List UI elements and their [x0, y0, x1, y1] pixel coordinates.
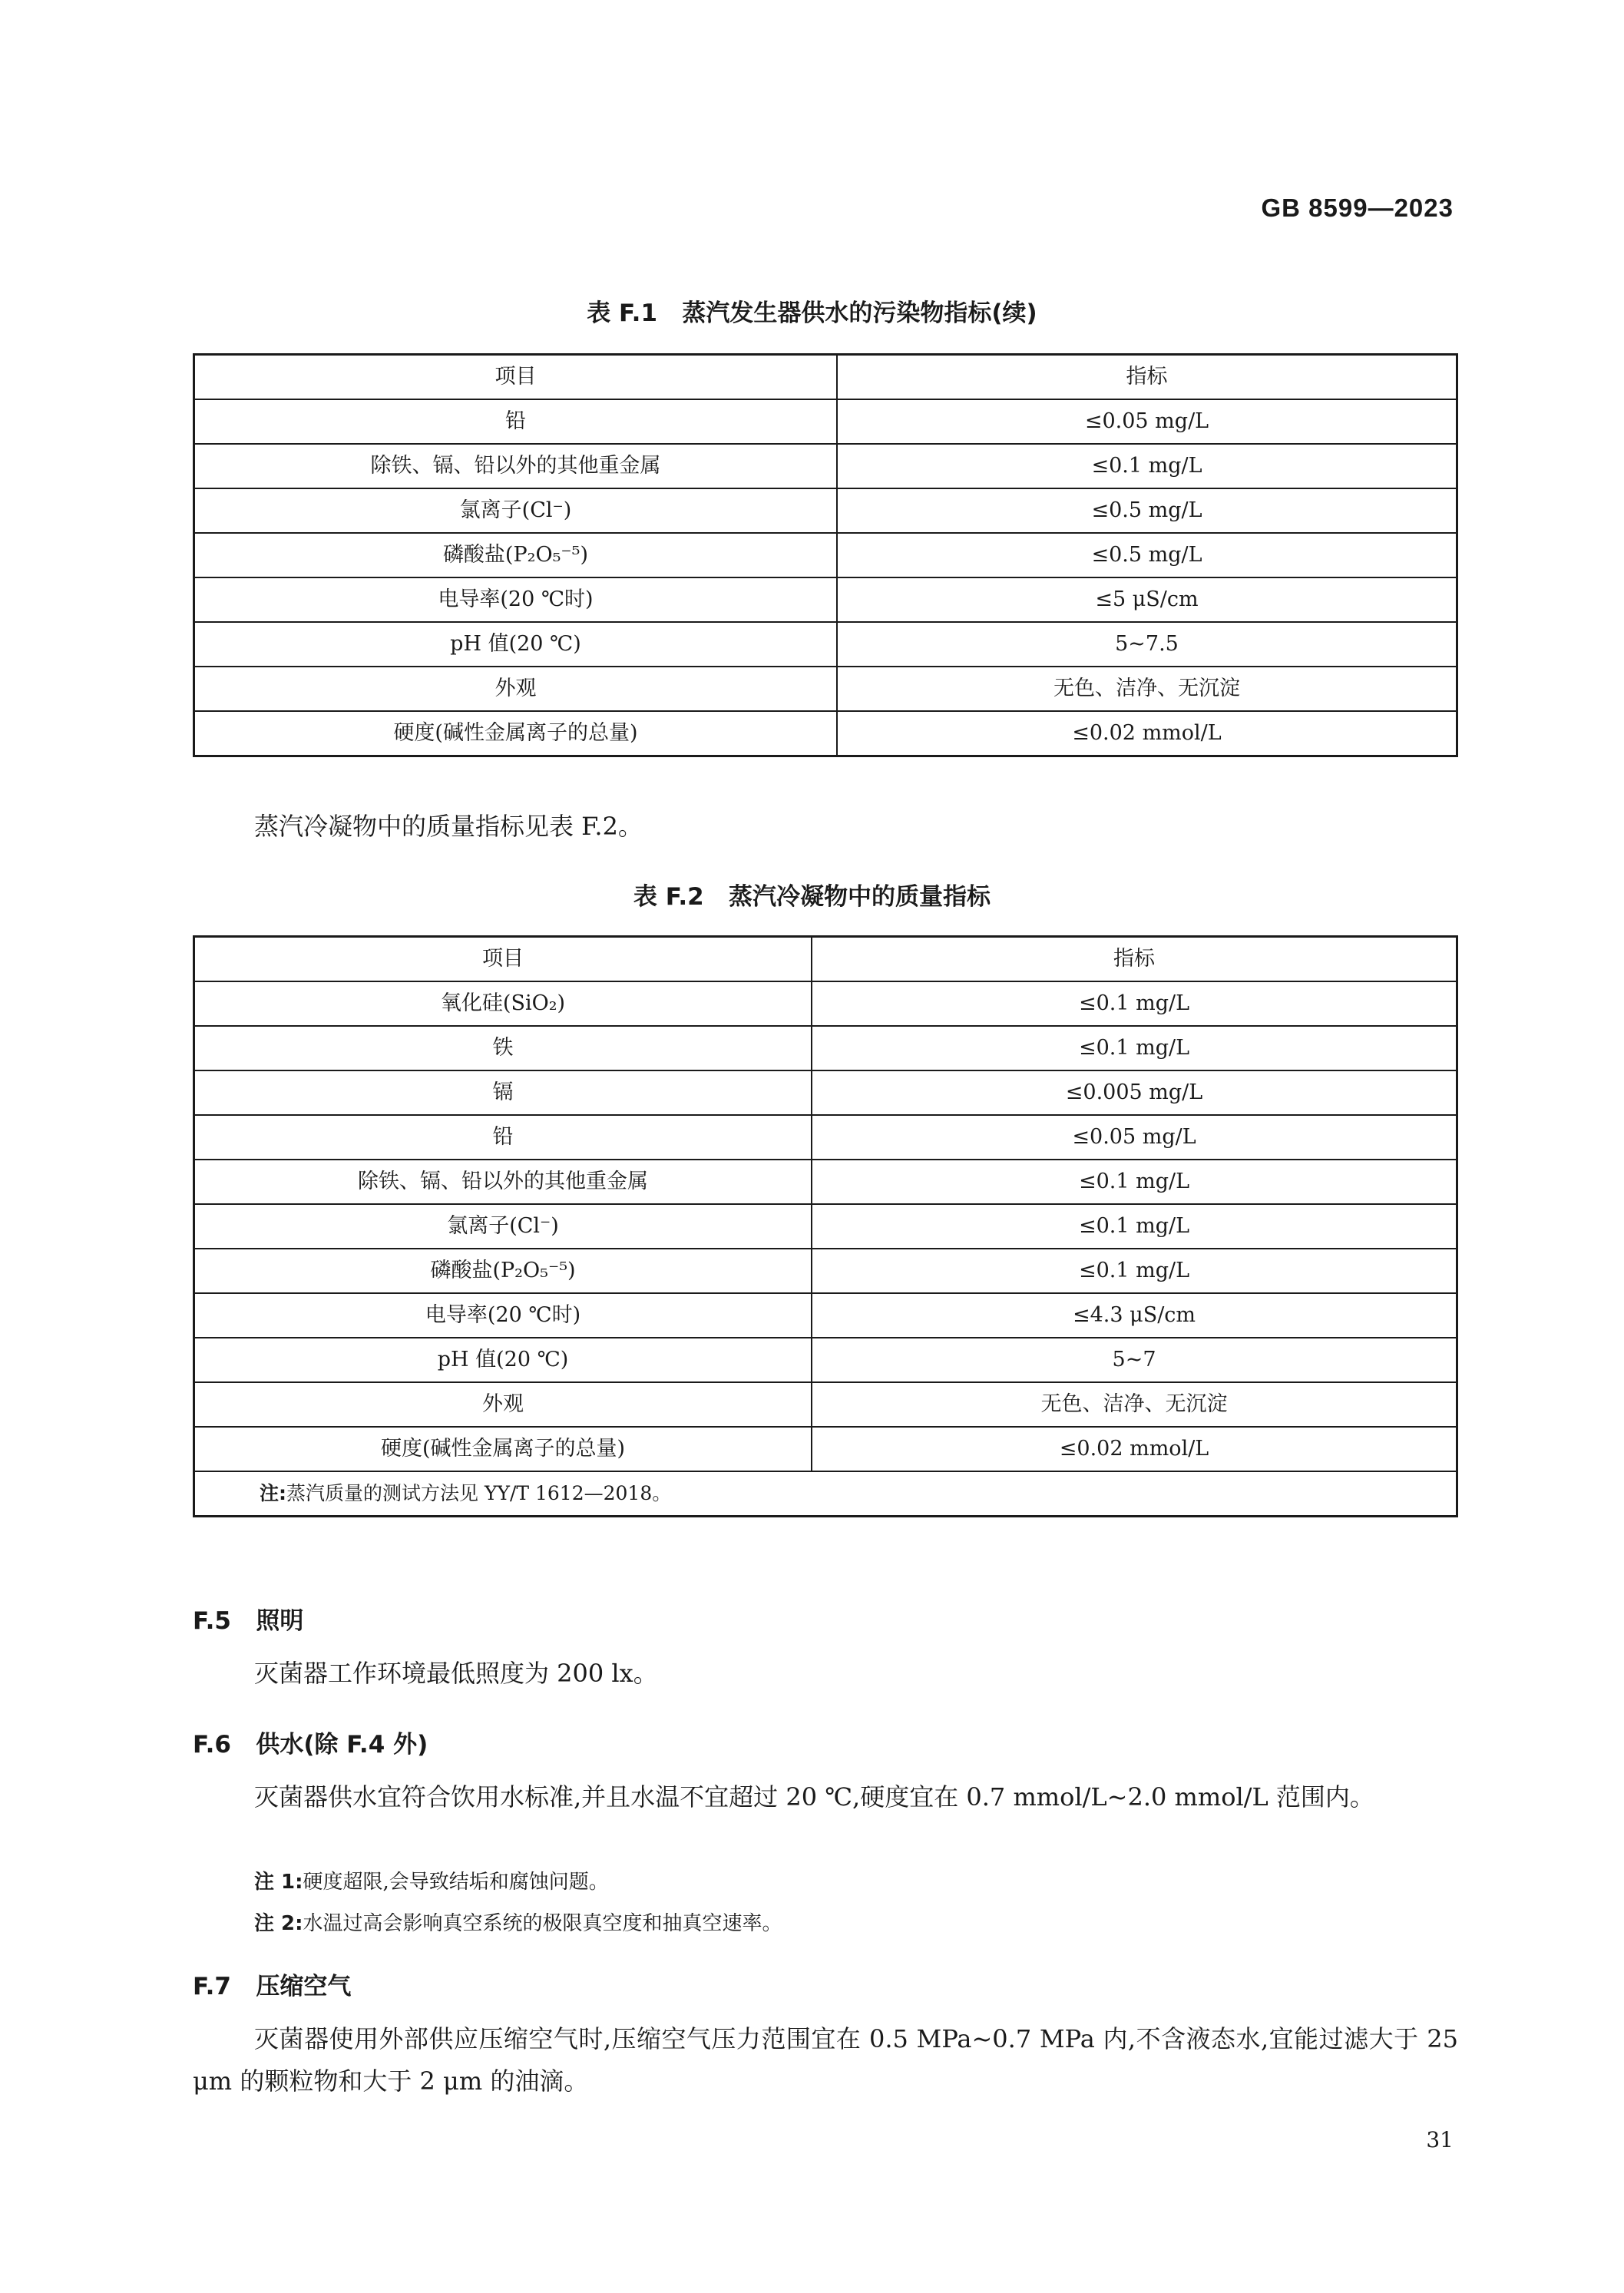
row-item: 电导率(20 ℃时)	[194, 1293, 812, 1338]
row-value: ≤0.1 mg/L	[837, 444, 1457, 488]
row-value: 无色、洁净、无沉淀	[812, 1382, 1457, 1427]
table-row	[194, 1115, 1457, 1160]
table-row	[194, 622, 1457, 667]
intro-paragraph: 蒸汽冷凝物中的质量指标见表 F.2。	[254, 812, 643, 841]
row-item: 镉	[194, 1070, 812, 1115]
table-row	[194, 577, 1457, 622]
table-note-text: 蒸汽质量的测试方法见 YY/T 1612—2018。	[286, 1482, 672, 1505]
row-value: ≤4.3 μS/cm	[812, 1293, 1457, 1338]
table-f2-title: 表 F.2 蒸汽冷凝物中的质量指标	[633, 883, 991, 911]
table-row	[194, 1160, 1457, 1204]
table-row	[194, 533, 1457, 577]
row-value: ≤5 μS/cm	[837, 577, 1457, 622]
row-value: ≤0.02 mmol/L	[812, 1427, 1457, 1471]
table-note-row	[194, 1471, 1457, 1517]
table-note-label: 注:	[260, 1482, 286, 1505]
row-value: ≤0.05 mg/L	[812, 1115, 1457, 1160]
standard-code: GB 8599—2023	[1261, 194, 1454, 222]
column-header-item: 项目	[194, 355, 837, 400]
table-row	[194, 1427, 1457, 1471]
table-row	[194, 399, 1457, 444]
table-row	[194, 1338, 1457, 1382]
row-item: 外观	[194, 1382, 812, 1427]
column-header-item: 项目	[194, 937, 812, 982]
row-item: 电导率(20 ℃时)	[194, 577, 837, 622]
section-f6-note-1	[254, 1866, 609, 1894]
row-item: 铅	[194, 399, 837, 444]
table-row	[194, 444, 1457, 488]
row-value: ≤0.1 mg/L	[812, 981, 1457, 1026]
row-value: ≤0.02 mmol/L	[837, 711, 1457, 756]
row-item: pH 值(20 ℃)	[194, 622, 837, 667]
row-value: ≤0.05 mg/L	[837, 399, 1457, 444]
section-f6-text: 灭菌器供水宜符合饮用水标准,并且水温不宜超过 20 ℃,硬度宜在 0.7 mmol/L~2.0 mmol/L 范围内。	[254, 1782, 1374, 1812]
row-item: 铁	[194, 1026, 812, 1070]
row-item: pH 值(20 ℃)	[194, 1338, 812, 1382]
section-heading-f7: F.7 压缩空气	[193, 1973, 352, 2000]
table-row	[194, 1026, 1457, 1070]
note-label: 注 2:	[254, 1912, 303, 1935]
table-row	[194, 1249, 1457, 1293]
row-item: 硬度(碱性金属离子的总量)	[194, 711, 837, 756]
row-value: 5~7	[812, 1338, 1457, 1382]
table-f1-title: 表 F.1 蒸汽发生器供水的污染物指标(续)	[587, 299, 1037, 327]
row-item: 除铁、镉、铅以外的其他重金属	[194, 444, 837, 488]
row-item: 铅	[194, 1115, 812, 1160]
column-header-value: 指标	[837, 355, 1457, 400]
table-header-row	[194, 937, 1457, 982]
section-f7-text: 灭菌器使用外部供应压缩空气时,压缩空气压力范围宜在 0.5 MPa~0.7 MPa 内,不含液态水,宜能过滤大于 25 μm 的颗粒物和大于 2 μm 的油滴。	[193, 2024, 1458, 2096]
row-value: ≤0.005 mg/L	[812, 1070, 1457, 1115]
table-header-row	[194, 355, 1457, 400]
table-note	[194, 1471, 1457, 1517]
note-text: 水温过高会影响真空系统的极限真空度和抽真空速率。	[303, 1912, 782, 1935]
note-label: 注 1:	[254, 1871, 303, 1894]
row-value: ≤0.5 mg/L	[837, 533, 1457, 577]
row-value: ≤0.1 mg/L	[812, 1249, 1457, 1293]
row-item: 氯离子(Cl⁻)	[194, 488, 837, 533]
table-row	[194, 1204, 1457, 1249]
row-value: 无色、洁净、无沉淀	[837, 667, 1457, 711]
table-row	[194, 488, 1457, 533]
row-value: ≤0.1 mg/L	[812, 1160, 1457, 1204]
table-f1	[193, 353, 1458, 757]
page-number: 31	[1426, 2127, 1454, 2152]
row-item: 除铁、镉、铅以外的其他重金属	[194, 1160, 812, 1204]
table-row	[194, 1070, 1457, 1115]
section-heading-f5: F.5 照明	[193, 1607, 304, 1635]
row-item: 硬度(碱性金属离子的总量)	[194, 1427, 812, 1471]
table-row	[194, 711, 1457, 756]
row-value: ≤0.5 mg/L	[837, 488, 1457, 533]
section-f6-note-2	[254, 1908, 782, 1936]
section-heading-f6: F.6 供水(除 F.4 外)	[193, 1731, 428, 1759]
row-item: 磷酸盐(P₂O₅⁻⁵)	[194, 1249, 812, 1293]
section-f5-text: 灭菌器工作环境最低照度为 200 lx。	[254, 1659, 658, 1688]
table-row	[194, 1293, 1457, 1338]
table-f2	[193, 935, 1458, 1517]
row-value: 5~7.5	[837, 622, 1457, 667]
row-value: ≤0.1 mg/L	[812, 1204, 1457, 1249]
row-item: 外观	[194, 667, 837, 711]
row-value: ≤0.1 mg/L	[812, 1026, 1457, 1070]
column-header-value: 指标	[812, 937, 1457, 982]
table-row	[194, 667, 1457, 711]
row-item: 磷酸盐(P₂O₅⁻⁵)	[194, 533, 837, 577]
note-text: 硬度超限,会导致结垢和腐蚀问题。	[303, 1871, 609, 1894]
table-row	[194, 981, 1457, 1026]
row-item: 氯离子(Cl⁻)	[194, 1204, 812, 1249]
table-row	[194, 1382, 1457, 1427]
row-item: 氧化硅(SiO₂)	[194, 981, 812, 1026]
